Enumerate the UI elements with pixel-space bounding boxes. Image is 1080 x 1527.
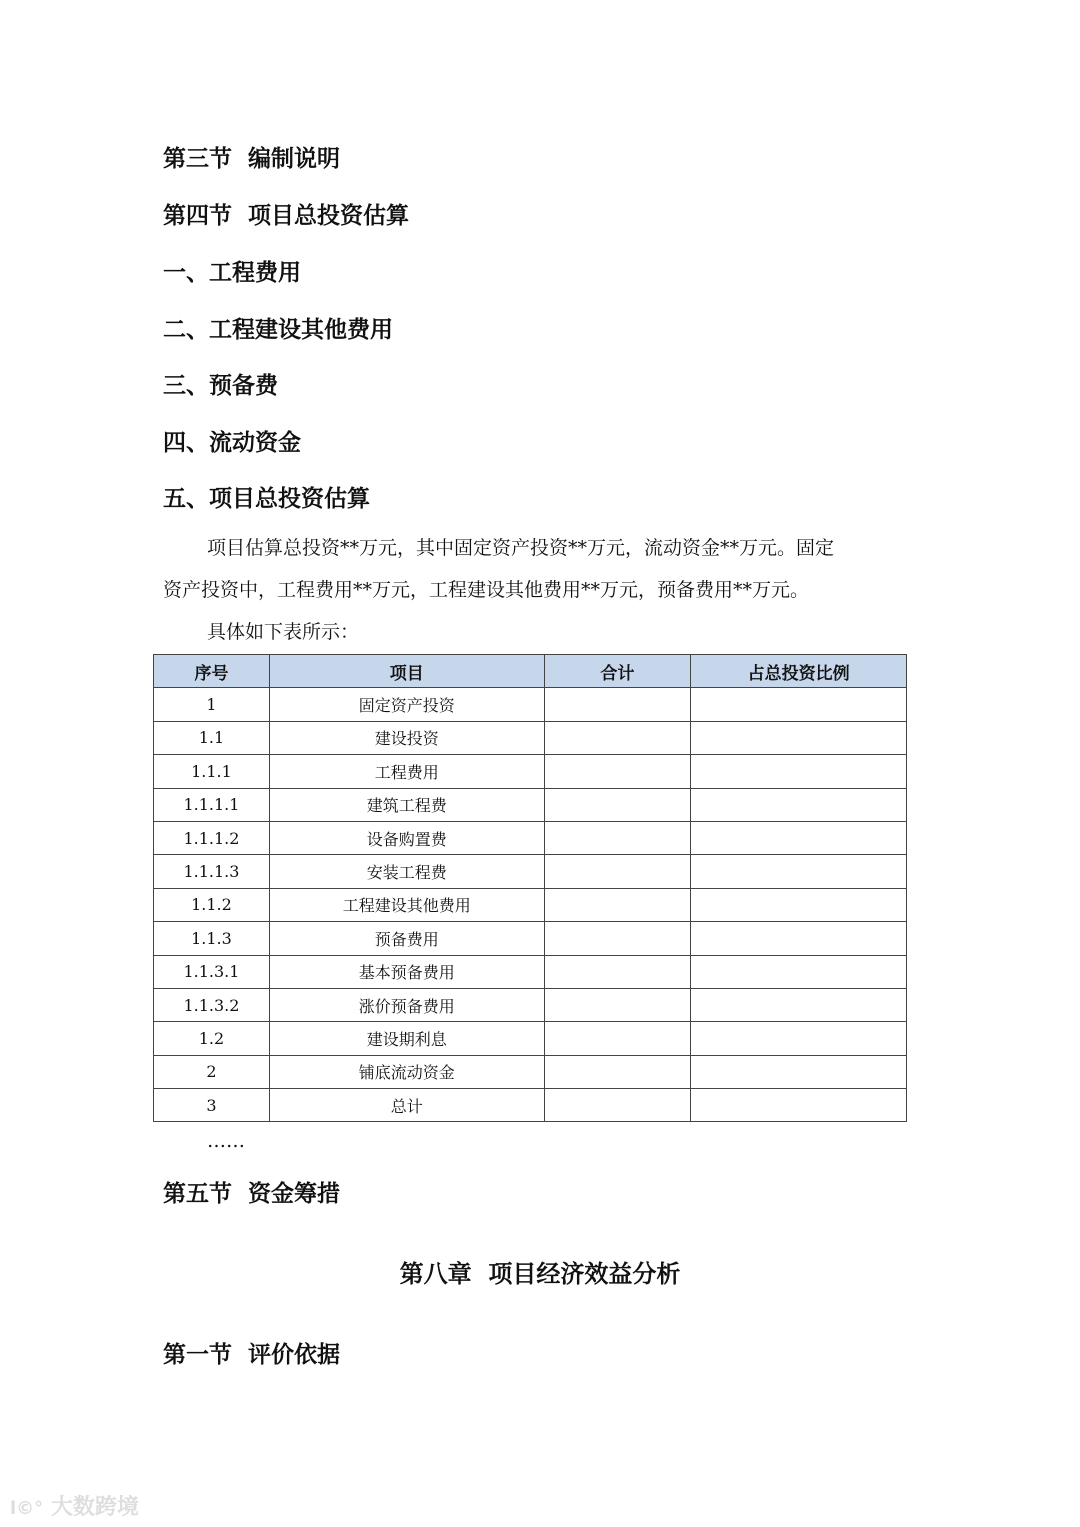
chapter-title: 第八章 项目经济效益分析 [399, 1260, 681, 1288]
table-cell: 1.1.1.1 [154, 788, 270, 821]
table-cell [691, 888, 907, 921]
table-cell: 2 [154, 1055, 270, 1088]
table-row [154, 922, 907, 955]
table-cell [691, 755, 907, 788]
table-cell [544, 855, 691, 888]
table-cell: 1.2 [154, 1022, 270, 1055]
table-row [154, 821, 907, 854]
investment-table [153, 654, 907, 1122]
heading: 第四节 项目总投资估算 [163, 203, 410, 229]
table-cell: 1.1.1.3 [154, 855, 270, 888]
table-cell [544, 1022, 691, 1055]
table-row [154, 988, 907, 1021]
table-row [154, 721, 907, 754]
table-cell [691, 788, 907, 821]
table-cell: 1.1.1 [154, 755, 270, 788]
table-cell [691, 955, 907, 988]
table-row [154, 855, 907, 888]
table-cell: 建设投资 [269, 721, 544, 754]
table-cell: 1.1.3 [154, 922, 270, 955]
heading: 一、工程费用 [163, 260, 301, 286]
table-cell [544, 988, 691, 1021]
table-cell [544, 788, 691, 821]
table-cell [691, 1089, 907, 1122]
table-cell: 安装工程费 [269, 855, 544, 888]
table-cell: 1 [154, 688, 270, 721]
table-cell: 基本预备费用 [269, 955, 544, 988]
table-cell [691, 1055, 907, 1088]
table-cell: 工程费用 [269, 755, 544, 788]
table-row [154, 1022, 907, 1055]
table-cell: 设备购置费 [269, 821, 544, 854]
ellipsis: …… [207, 1130, 245, 1152]
table-cell: 建筑工程费 [269, 788, 544, 821]
table-cell [691, 1022, 907, 1055]
table-cell: 1.1.3.1 [154, 955, 270, 988]
table-cell [691, 821, 907, 854]
paragraph-line: 项目估算总投资**万元，其中固定资产投资**万元，流动资金**万元。固定 [207, 537, 835, 559]
table-cell [544, 721, 691, 754]
table-row [154, 688, 907, 721]
table-cell [544, 688, 691, 721]
watermark: l©° 大数跨境 [10, 1495, 139, 1520]
table-cell [691, 721, 907, 754]
table-cell [544, 922, 691, 955]
header-cell: 序号 [154, 655, 270, 688]
table-cell: 1.1.3.2 [154, 988, 270, 1021]
table-row [154, 888, 907, 921]
paragraph-line: 资产投资中，工程费用**万元，工程建设其他费用**万元，预备费用**万元。 [163, 579, 810, 601]
section-heading: 第一节 评价依据 [163, 1342, 341, 1368]
table-cell: 总计 [269, 1089, 544, 1122]
header-cell: 占总投资比例 [691, 655, 907, 688]
table-cell: 1.1.1.2 [154, 821, 270, 854]
table-row [154, 755, 907, 788]
header-cell: 合计 [544, 655, 691, 688]
table-cell: 1.1 [154, 721, 270, 754]
table-cell: 铺底流动资金 [269, 1055, 544, 1088]
table-cell [691, 922, 907, 955]
table-cell [691, 855, 907, 888]
table-row [154, 955, 907, 988]
section-heading: 第五节 资金筹措 [163, 1181, 341, 1207]
table-cell [544, 1055, 691, 1088]
table-cell: 1.1.2 [154, 888, 270, 921]
table-cell [544, 821, 691, 854]
table-row [154, 1089, 907, 1122]
paragraph-line: 具体如下表所示： [207, 621, 360, 643]
table-cell [691, 688, 907, 721]
heading: 三、预备费 [163, 373, 278, 399]
table-header-row [154, 655, 907, 688]
table-cell: 预备费用 [269, 922, 544, 955]
table-cell [544, 755, 691, 788]
table-cell [691, 988, 907, 1021]
table-cell [544, 955, 691, 988]
table-cell [544, 1089, 691, 1122]
table-cell: 涨价预备费用 [269, 988, 544, 1021]
heading: 五、项目总投资估算 [163, 486, 370, 512]
heading: 第三节 编制说明 [163, 146, 341, 172]
table-row [154, 1055, 907, 1088]
heading: 二、工程建设其他费用 [163, 317, 393, 343]
table-cell: 建设期利息 [269, 1022, 544, 1055]
heading: 四、流动资金 [163, 430, 301, 456]
table-cell: 3 [154, 1089, 270, 1122]
table-row [154, 788, 907, 821]
table-cell: 工程建设其他费用 [269, 888, 544, 921]
table-cell: 固定资产投资 [269, 688, 544, 721]
table-cell [544, 888, 691, 921]
header-cell: 项目 [269, 655, 544, 688]
